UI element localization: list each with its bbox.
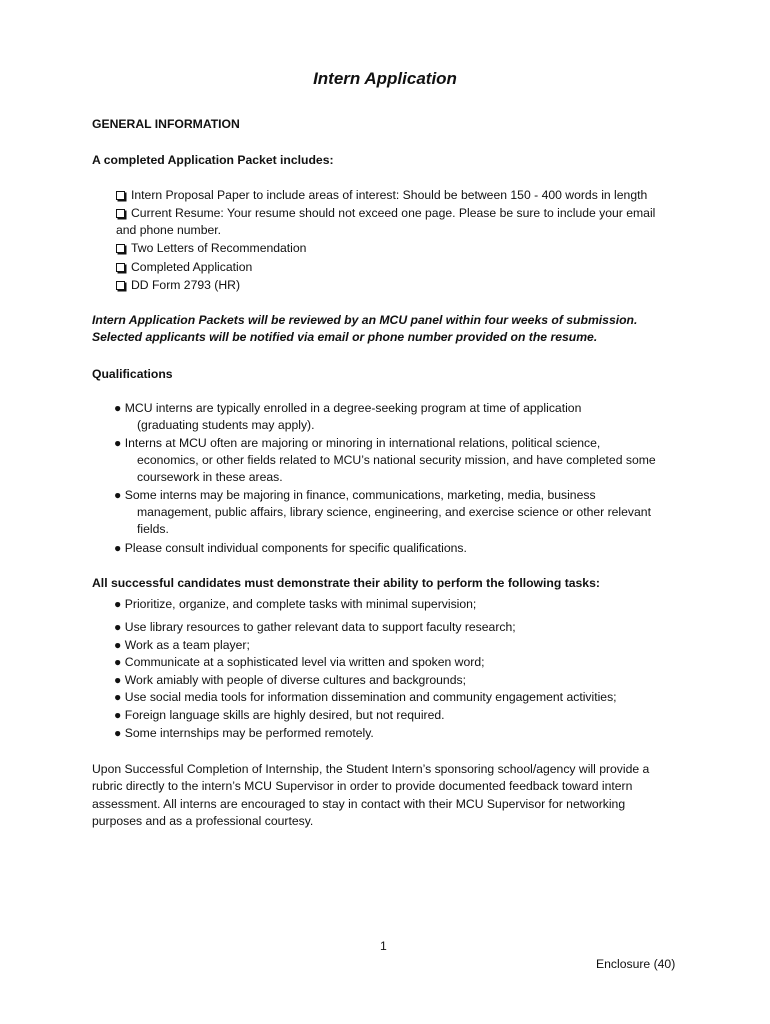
checklist-item: Current Resume: Your resume should not exceed one page. Please be sure to include your email xyxy=(116,205,655,223)
packet-heading: A completed Application Packet includes: xyxy=(92,153,334,167)
qualification-continuation: (graduating students may apply). xyxy=(137,418,315,432)
qualification-item: ● MCU interns are typically enrolled in a degree-seeking program at time of application xyxy=(114,401,582,415)
page-number: 1 xyxy=(380,939,387,953)
bullet-icon: ● xyxy=(114,708,122,722)
checklist-item: Completed Application xyxy=(116,259,252,277)
tasks-heading: All successful candidates must demonstrate their ability to perform the following tasks: xyxy=(92,576,600,590)
completion-paragraph-line: Upon Successful Completion of Internship, the Student Intern’s sponsoring school/agency will provide a xyxy=(92,762,650,776)
checkbox-icon xyxy=(116,281,125,290)
bullet-icon: ● xyxy=(114,690,122,704)
document-title: Intern Application xyxy=(313,69,457,88)
completion-paragraph-line: purposes and as a professional courtesy. xyxy=(92,814,314,828)
checklist-item-continuation: and phone number. xyxy=(116,223,222,237)
qualification-continuation: economics, or other fields related to MCU’s national security mission, and have completed some xyxy=(137,453,656,467)
task-item: ● Use social media tools for information dissemination and community engagement activities; xyxy=(114,690,617,704)
task-item: ● Work as a team player; xyxy=(114,638,250,652)
bullet-icon: ● xyxy=(114,655,122,669)
bullet-icon: ● xyxy=(114,597,122,611)
task-item: ● Foreign language skills are highly desired, but not required. xyxy=(114,708,445,722)
completion-paragraph-line: assessment. All interns are encouraged to stay in contact with their MCU Supervisor for networking xyxy=(92,797,626,811)
qualification-item: ● Some interns may be majoring in finance, communications, marketing, media, business xyxy=(114,488,596,502)
checkbox-icon xyxy=(116,244,125,253)
qualifications-heading: Qualifications xyxy=(92,367,173,381)
general-information-heading: GENERAL INFORMATION xyxy=(92,117,240,131)
checklist-item: DD Form 2793 (HR) xyxy=(116,277,240,295)
checkbox-icon xyxy=(116,191,125,200)
checklist-item: Intern Proposal Paper to include areas of interest: Should be between 150 - 400 words in length xyxy=(116,187,647,205)
qualification-continuation: fields. xyxy=(137,522,169,536)
completion-paragraph-line: rubric directly to the intern’s MCU Supervisor in order to provide documented feedback toward intern xyxy=(92,779,633,793)
bullet-icon: ● xyxy=(114,638,122,652)
task-item: ● Work amiably with people of diverse cultures and backgrounds; xyxy=(114,673,466,687)
bullet-icon: ● xyxy=(114,726,122,740)
task-item: ● Some internships may be performed remotely. xyxy=(114,726,374,740)
bullet-icon: ● xyxy=(114,401,122,415)
qualification-item: ● Please consult individual components for specific qualifications. xyxy=(114,541,467,555)
bullet-icon: ● xyxy=(114,541,122,555)
review-note-line: Intern Application Packets will be reviewed by an MCU panel within four weeks of submission. xyxy=(92,313,638,327)
task-item: ● Communicate at a sophisticated level via written and spoken word; xyxy=(114,655,485,669)
checkbox-icon xyxy=(116,263,125,272)
bullet-icon: ● xyxy=(114,673,122,687)
qualification-continuation: management, public affairs, library science, engineering, and exercise science or other relevant xyxy=(137,505,651,519)
review-note-line: Selected applicants will be notified via email or phone number provided on the resume. xyxy=(92,330,598,344)
checklist-item: Two Letters of Recommendation xyxy=(116,240,306,258)
bullet-icon: ● xyxy=(114,620,122,634)
bullet-icon: ● xyxy=(114,436,122,450)
task-item: ● Use library resources to gather relevant data to support faculty research; xyxy=(114,620,516,634)
enclosure-label: Enclosure (40) xyxy=(596,957,676,971)
task-item: ● Prioritize, organize, and complete tasks with minimal supervision; xyxy=(114,597,477,611)
checkbox-icon xyxy=(116,209,125,218)
qualification-continuation: coursework in these areas. xyxy=(137,470,283,484)
qualification-item: ● Interns at MCU often are majoring or minoring in international relations, political science, xyxy=(114,436,601,450)
bullet-icon: ● xyxy=(114,488,122,502)
